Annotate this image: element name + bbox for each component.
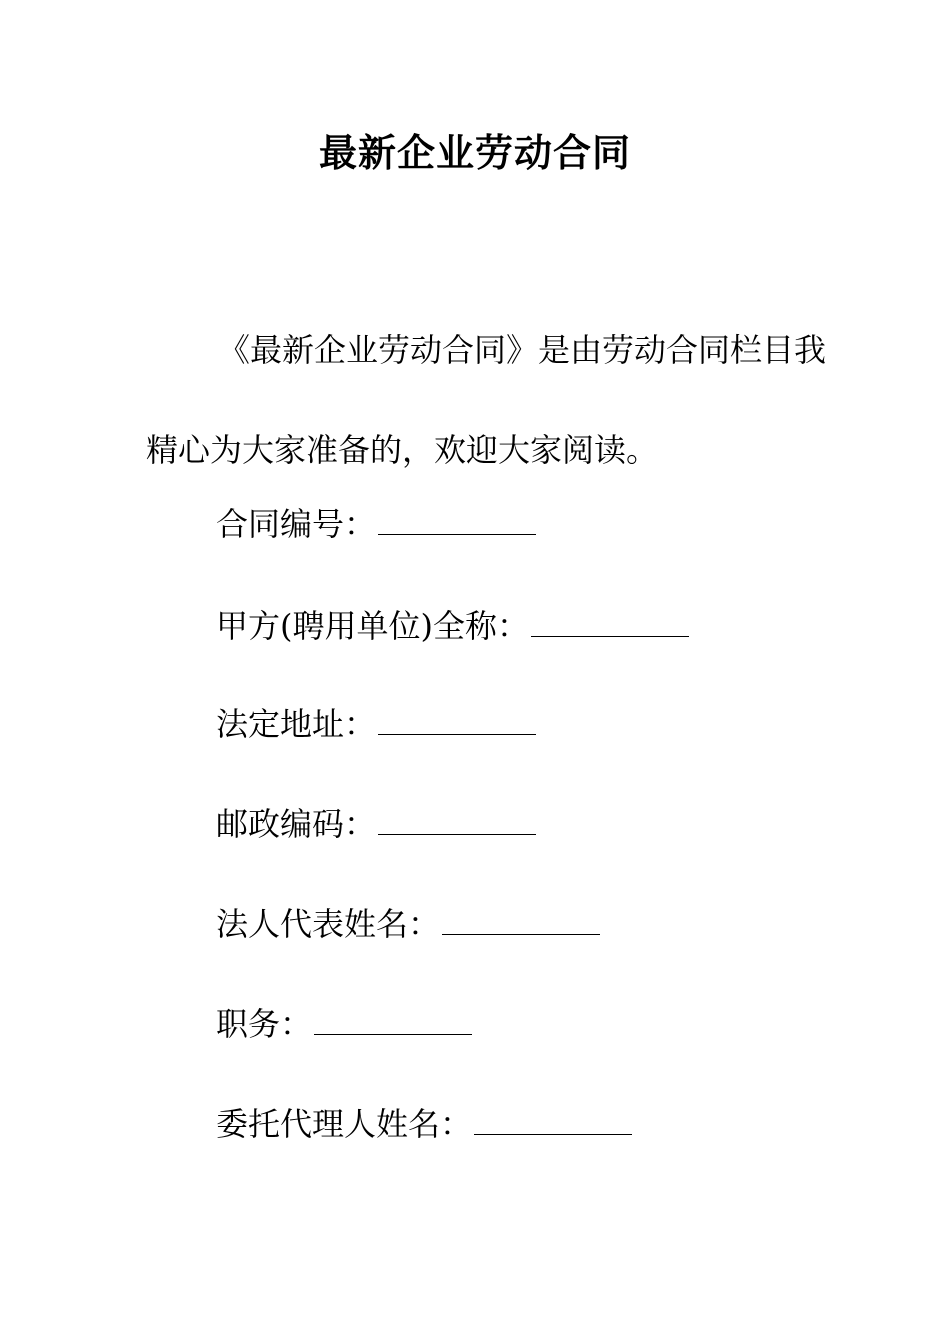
blank-line xyxy=(474,1110,632,1135)
blank-line xyxy=(378,710,536,735)
field-label: 法定地址： xyxy=(216,705,377,743)
field-legal-address xyxy=(216,702,536,746)
field-authorized-agent xyxy=(216,1102,632,1146)
blank-line xyxy=(442,910,600,935)
field-position xyxy=(216,1002,472,1046)
field-party-a-name xyxy=(216,604,689,648)
document-title: 最新企业劳动合同 xyxy=(318,130,631,175)
field-label: 合同编号： xyxy=(216,505,377,543)
field-label: 甲方(聘用单位)全称： xyxy=(216,607,529,645)
blank-line xyxy=(378,510,536,535)
field-label: 委托代理人姓名： xyxy=(216,1105,473,1143)
field-label: 邮政编码： xyxy=(216,805,377,843)
field-postal-code xyxy=(216,802,536,846)
blank-line xyxy=(314,1010,472,1035)
field-label: 职务： xyxy=(216,1005,313,1043)
blank-line xyxy=(531,612,689,637)
blank-line xyxy=(378,810,536,835)
field-contract-number xyxy=(216,502,536,546)
field-legal-representative xyxy=(216,902,600,946)
intro-paragraph: 《最新企业劳动合同》是由劳动合同栏目我精心为大家准备的，欢迎大家阅读。 xyxy=(146,331,827,469)
field-label: 法人代表姓名： xyxy=(216,905,441,943)
